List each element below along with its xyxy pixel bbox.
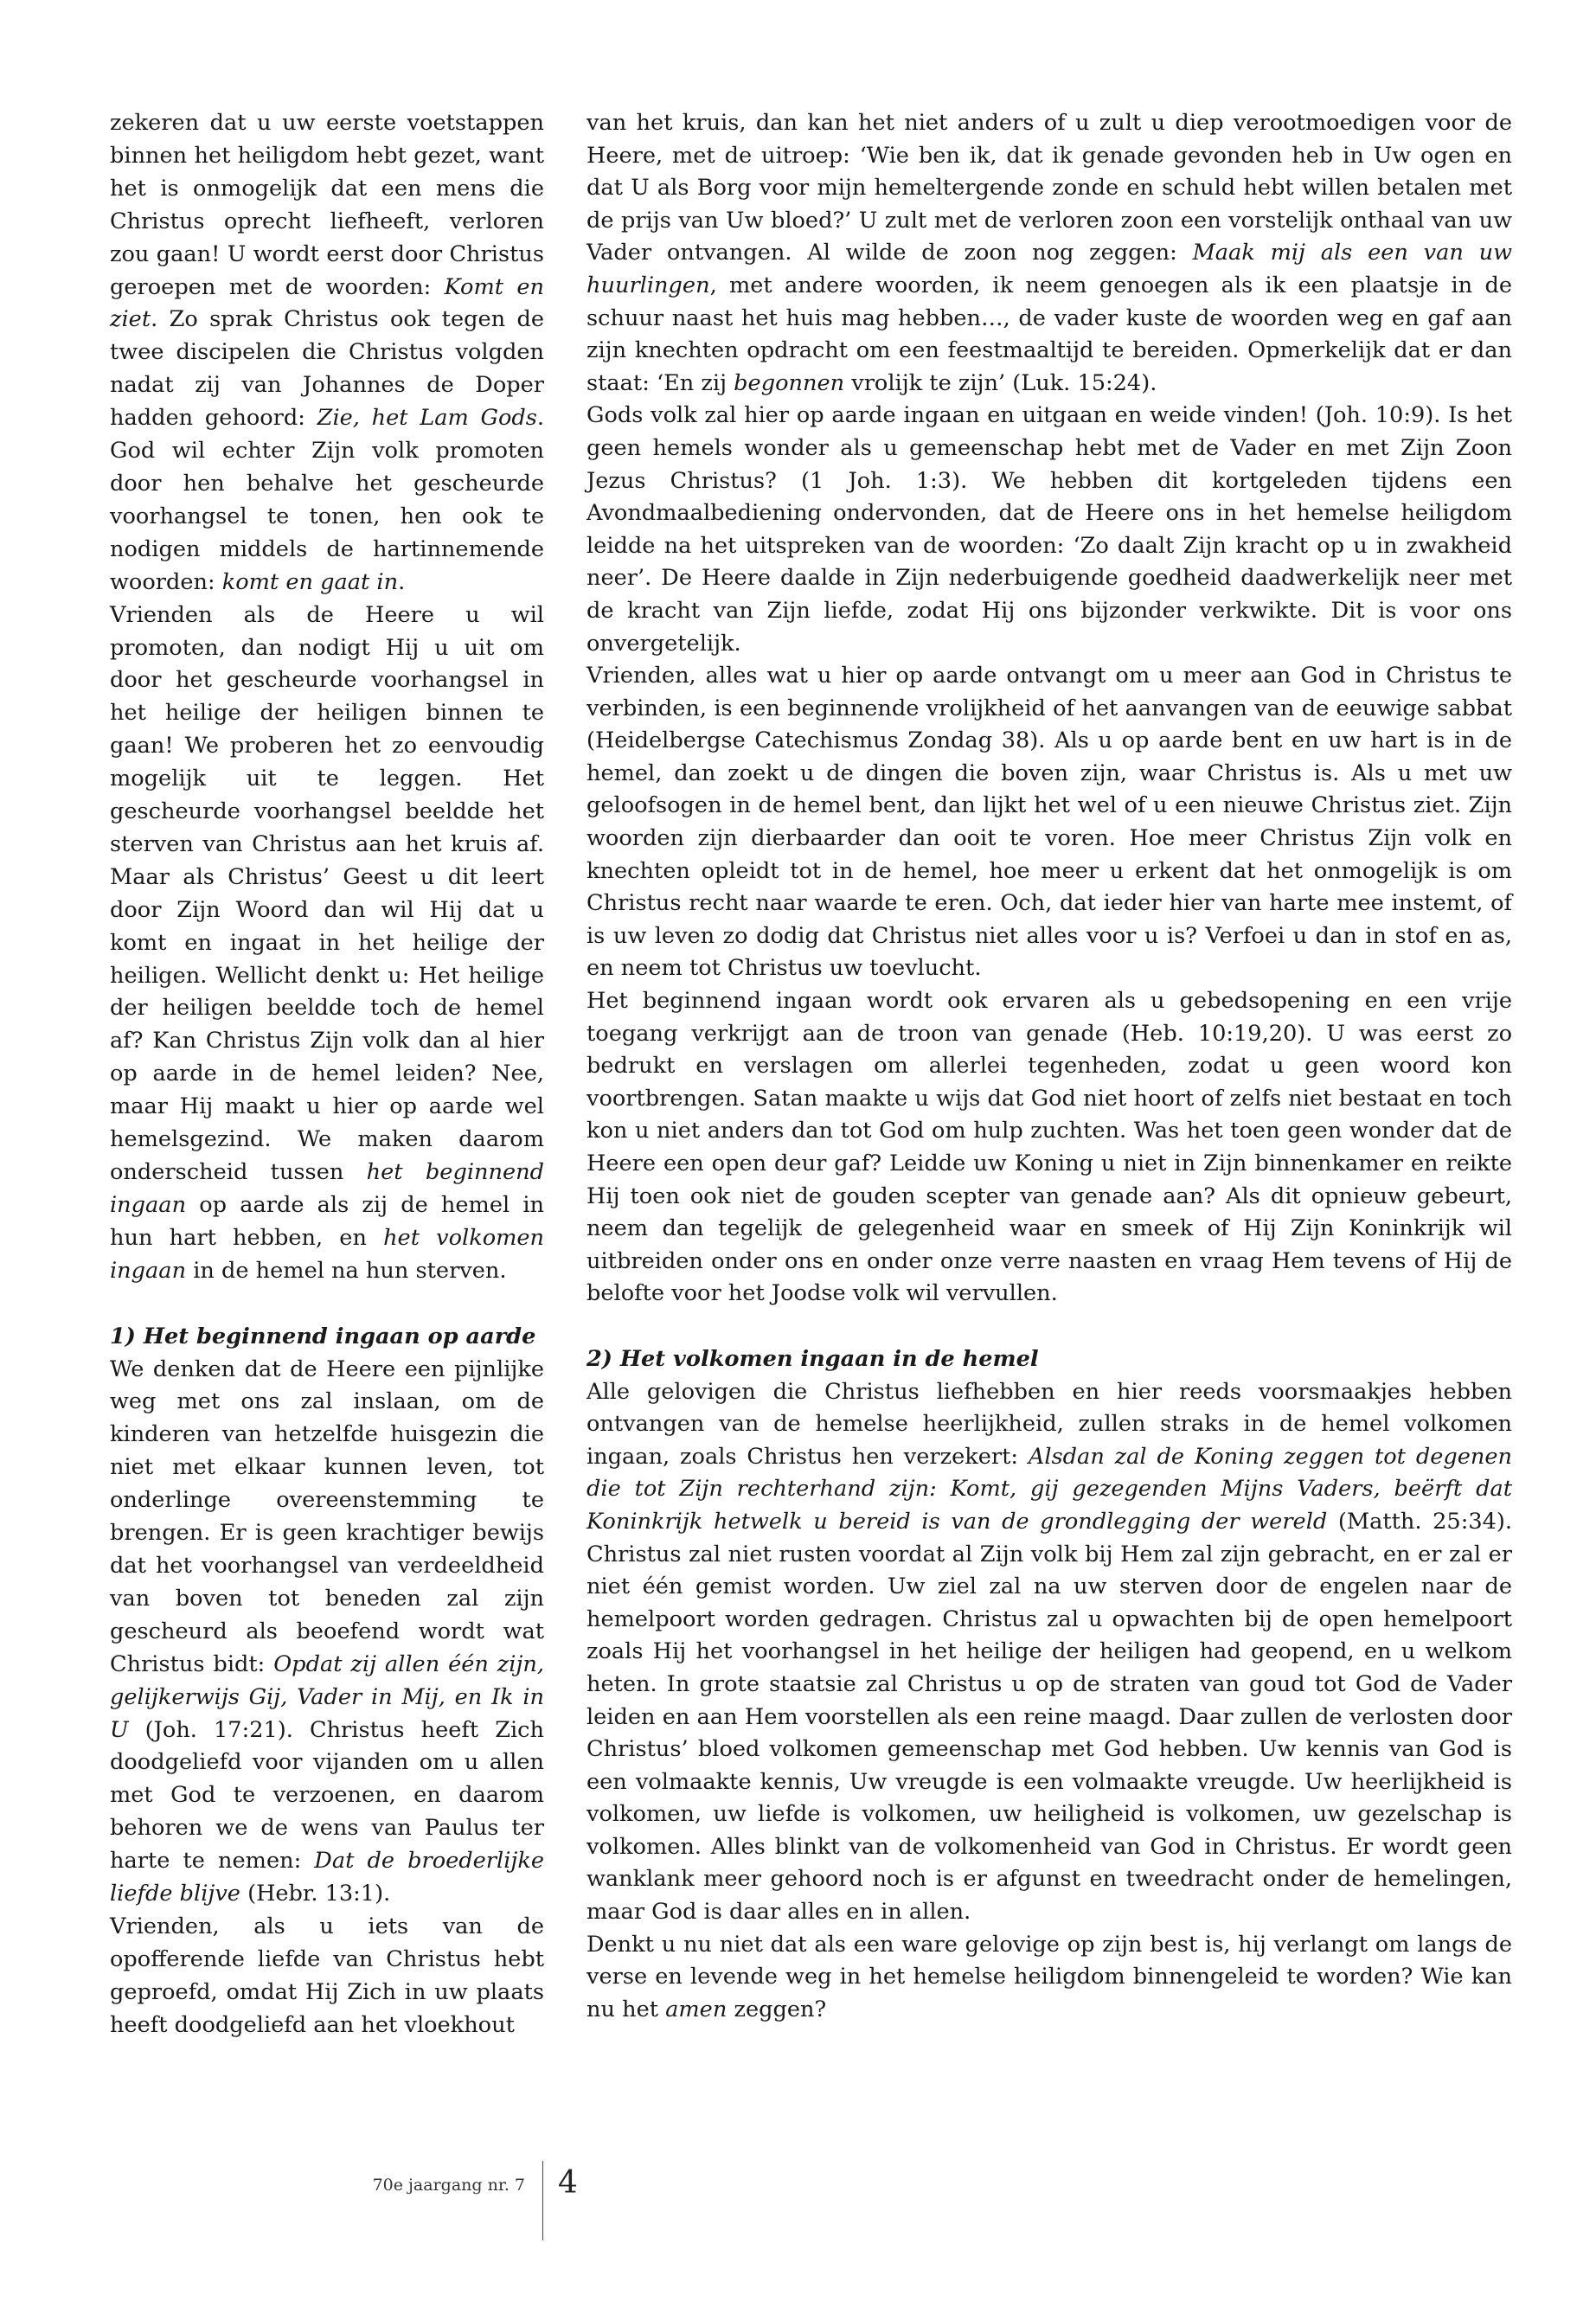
section-heading-2: 2) Het volkomen ingaan in de hemel	[586, 1345, 1039, 1372]
paragraph: Het beginnend ingaan wordt ook ervaren als u gebedsopening en een vrije toegang verkrijgt aan de troon van genade (Heb. 10:19,20). U was eerst zo bedrukt en verslagen om allerlei tegenheden, zodat u geen woord kon voortbrengen. Satan maakte u wijs dat God niet hoort of zelfs niet bestaat en toch kon u niet anders dan tot God om hulp zuchten. Was het toen geen wonder dat de Heere een open deur gaf? Leidde uw Koning u niet in Zijn binnenkamer en reikte Hij toen ook niet de gouden scepter van genade aan? Als dit opnieuw gebeurt, neem dan tegelijk de gelegenheid waar en smeek of Hij Zijn Koninkrijk wil uitbreiden onder ons en onder onze verre naasten en vraag Hem tevens of Hij de belofte voor het Joodse volk wil vervullen.	[586, 988, 1512, 1307]
right-column	[586, 107, 1512, 2026]
footer-issue: 70e jaargang nr. 7	[372, 2176, 525, 2195]
page-number: 4	[558, 2165, 578, 2201]
footer-divider	[542, 2161, 543, 2240]
paragraph: Vrienden, als u iets van de opofferende liefde van Christus hebt geproefd, omdat Hij Zich in uw plaats heeft doodgeliefd aan het vloekhout	[110, 1913, 544, 2038]
section-heading-1: 1) Het beginnend ingaan op aarde	[110, 1323, 536, 1349]
left-column	[110, 107, 544, 2042]
paragraph: Alle gelovigen die Christus liefhebben en hier reeds voorsmaakjes hebben ontvangen van de hemelse heerlijkheid, zullen straks in de hemel volkomen ingaan, zoals Christus hen verzekert: Alsdan zal de Koning zeggen tot degenen die tot Zijn rechterhand zijn: Komt, gij gezegenden Mijns Vaders, beërft dat Koninkrijk hetwelk u bereid is van de grondlegging der wereld (Matth. 25:34). Christus zal niet rusten voordat al Zijn volk bij Hem zal zijn gebracht, en er zal er niet één gemist worden. Uw ziel zal na uw sterven door de engelen naar de hemelpoort worden gedragen. Christus zal u opwachten bij de open hemelpoort zoals Hij het voorhangsel in het heilige der heiligen had geopend, en u welkom heten. In grote staatsie zal Christus u op de straten van goud tot God de Vader leiden en aan Hem voorstellen als een reine maagd. Daar zullen de verlosten door Christus’ bloed volkomen gemeenschap met God hebben. Uw kennis van God is een volmaakte kennis, Uw vreugde is een volmaakte vreugde. Uw heerlijkheid is volkomen, uw liefde is volkomen, uw heiligheid is volkomen, uw gezelschap is volkomen. Alles blinkt van de volkomenheid van God in Christus. Er wordt geen wanklank meer gehoord noch is er afgunst en tweedracht onder de hemelingen, maar God is daar alles en in allen.	[586, 1378, 1513, 1926]
paragraph: Gods volk zal hier op aarde ingaan en uitgaan en weide vinden! (Joh. 10:9). Is het geen hemels wonder als u gemeenschap hebt met de Vader en met Zijn Zoon Jezus Christus? (1 Joh. 1:3). We hebben dit kortgeleden tijdens een Avondmaalbediening ondervonden, dat de Heere ons in het hemelse heiligdom leidde na het uitspreken van de woorden: ‘Zo daalt Zijn kracht op u in zwakheid neer’. De Heere daalde in Zijn nederbuigende goedheid daadwerkelijk neer met de kracht van Zijn liefde, zodat Hij ons bijzonder verkwikte. Dit is voor ons onvergetelijk.	[586, 402, 1512, 657]
paragraph: Denkt u nu niet dat als een ware gelovige op zijn best is, hij verlangt om langs de verse en levende weg in het hemelse heiligdom binnengeleid te worden? Wie kan nu het amen zeggen?	[586, 1931, 1512, 2022]
paragraph: Vrienden als de Heere u wil promoten, dan nodigt Hij u uit om door het gescheurde voorhangsel in het heilige der heiligen binnen te gaan! We proberen het zo eenvoudig mogelijk uit te leggen. Het gescheurde voorhangsel beeldde het sterven van Christus aan het kruis af. Maar als Christus’ Geest u dit leert door Zijn Woord dan wil Hij dat u komt en ingaat in het heilige der heiligen. Wellicht denkt u: Het heilige der heiligen beeldde toch de hemel af? Kan Christus Zijn volk dan al hier op aarde in de hemel leiden? Nee, maar Hij maakt u hier op aarde wel hemelsgezind. We maken daarom onderscheid tussen het beginnend ingaan op aarde als zij de hemel in hun hart hebben, en het volkomen ingaan in de hemel na hun sterven.	[110, 601, 545, 1284]
paragraph: zekeren dat u uw eerste voetstappen binnen het heiligdom hebt gezet, want het is onmogelijk dat een mens die Christus oprecht liefheeft, verloren zou gaan! U wordt eerst door Christus geroepen met de woorden: Komt en ziet. Zo sprak Christus ook tegen de twee discipelen die Christus volgden nadat zij van Johannes de Doper hadden gehoord: Zie, het Lam Gods. God wil echter Zijn volk promoten door hen behalve het gescheurde voorhangsel te tonen, hen ook te nodigen middels de hartinnemende woorden: komt en gaat in.	[110, 110, 545, 595]
paragraph: Vrienden, alles wat u hier op aarde ontvangt om u meer aan God in Christus te verbinden, is een beginnende vrolijkheid of het aanvangen van de eeuwige sabbat (Heidelbergse Catechismus Zondag 38). Als u op aarde bent en uw hart is in de hemel, dan zoekt u de dingen die boven zijn, waar Christus is. Als u met uw geloofsogen in de hemel bent, dan lijkt het wel of u een nieuwe Christus ziet. Zijn woorden zijn dierbaarder dan ooit te voren. Hoe meer Christus Zijn volk en knechten opleidt tot in de hemel, hoe meer u erkent dat het onmogelijk is om Christus recht naar waarde te eren. Och, dat ieder hier van harte mee instemt, of is uw leven zo dodig dat Christus niet alles voor u is? Verfoei u dan in stof en as, en neem tot Christus uw toevlucht.	[586, 663, 1512, 982]
paragraph: van het kruis, dan kan het niet anders of u zult u diep verootmoedigen voor de Heere, met de uitroep: ‘Wie ben ik, dat ik genade gevonden heb in Uw ogen en dat U als Borg voor mijn hemeltergende zonde en schuld hebt willen betalen met de prijs van Uw bloed?’ U zult met de verloren zoon een vorstelijk onthaal van uw Vader ontvangen. Al wilde de zoon nog zeggen: Maak mij als een van uw huurlingen, met andere woorden, ik neem genoegen als ik een plaatsje in de schuur naast het huis mag hebben…, de vader kuste de woorden weg en gaf aan zijn knechten opdracht om een feestmaaltijd te bereiden. Opmerkelijk dat er dan staat: ‘En zij begonnen vrolijk te zijn’ (Luk. 15:24).	[586, 110, 1512, 396]
paragraph: We denken dat de Heere een pijnlijke weg met ons zal inslaan, om de kinderen van hetzelfde huisgezin die niet met elkaar kunnen leven, tot onderlinge overeenstemming te brengen. Er is geen krachtiger bewijs dat het voorhangsel van verdeeldheid van boven tot beneden zal zijn gescheurd als beoefend wordt wat Christus bidt: Opdat zij allen één zijn, gelijkerwijs Gij, Vader in Mij, en Ik in U (Joh. 17:21). Christus heeft Zich doodgeliefd voor vijanden om u allen met God te verzoenen, en daarom behoren we de wens van Paulus ter harte te nemen: Dat de broederlijke liefde blijve (Hebr. 13:1).	[110, 1356, 544, 1907]
